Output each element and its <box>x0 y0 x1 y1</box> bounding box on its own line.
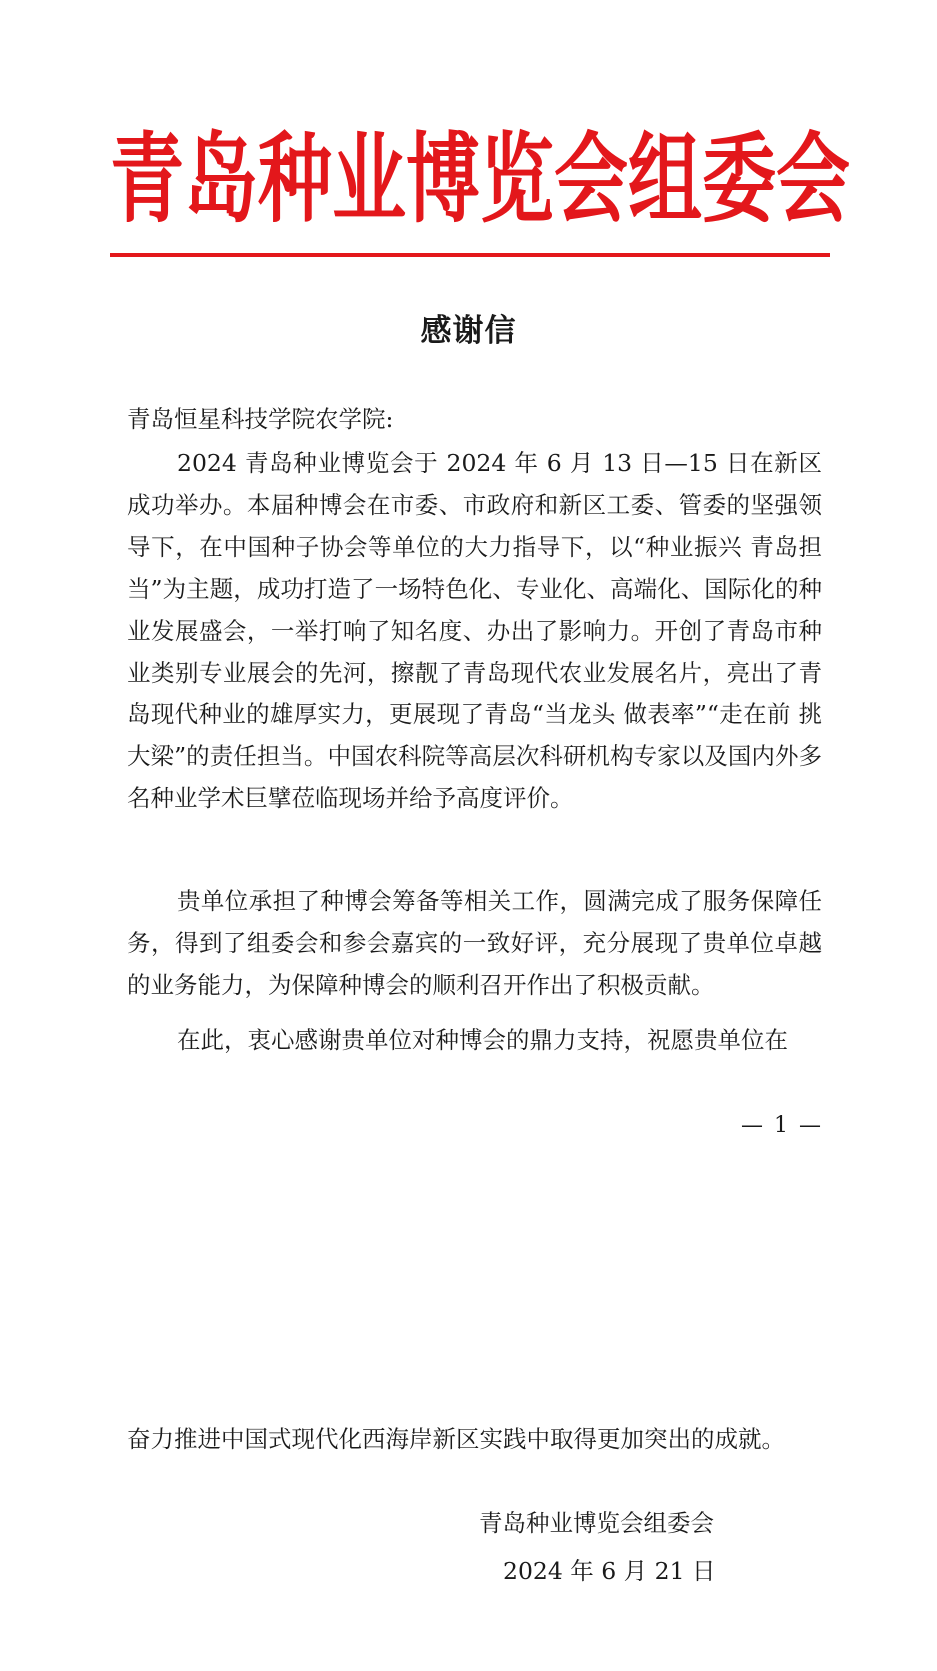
masthead-char: 岛 <box>184 123 258 237</box>
masthead-char: 博 <box>406 123 480 237</box>
letter-title: 感谢信 <box>420 313 517 349</box>
masthead-char: 种 <box>258 123 332 237</box>
masthead-char: 青 <box>110 123 184 237</box>
masthead-char: 委 <box>702 123 776 237</box>
body-paragraph: 在此，衷心感谢贵单位对种博会的鼎力支持，祝愿贵单位在 <box>177 1026 788 1054</box>
masthead-char: 业 <box>332 123 406 237</box>
masthead-title <box>110 120 850 240</box>
masthead-char: 会 <box>554 123 628 237</box>
salutation: 青岛恒星科技学院农学院: <box>127 405 394 433</box>
masthead-char: 览 <box>480 123 554 237</box>
signature-date: 2024 年 6 月 21 日 <box>503 1557 716 1585</box>
page-number: — 1 — <box>741 1113 823 1138</box>
masthead-char: 会 <box>776 123 850 237</box>
masthead-divider <box>110 253 830 257</box>
continued-paragraph: 奋力推进中国式现代化西海岸新区实践中取得更加突出的成就。 <box>127 1425 785 1453</box>
signature-organization: 青岛种业博览会组委会 <box>479 1509 714 1537</box>
masthead-char: 组 <box>628 123 702 237</box>
body-paragraph: 2024 青岛种业博览会于 2024 年 6 月 13 日—15 日在新区成功举办。本届种博会在市委、市政府和新区工委、管委的坚强领导下，在中国种子协会等单位的大力指导下，以“种业振兴 青岛担当”为主题，成功打造了一场特色化、专业化、高端化、国际化的种业发展盛会，一举打响了知名度、办出了影响力。开创了青岛市种业类别专业展会的先河，擦靓了青岛现代农业发展名片，亮出了青岛现代种业的雄厚实力，更展现了青岛“当龙头 做表率”“走在前 挑大梁”的责任担当。中国农科院等高层次科研机构专家以及国内外多名种业学术巨擘莅临现场并给予高度评价。 <box>127 449 822 813</box>
body-paragraph: 贵单位承担了种博会筹备等相关工作，圆满完成了服务保障任务，得到了组委会和参会嘉宾的一致好评，充分展现了贵单位卓越的业务能力，为保障种博会的顺利召开作出了积极贡献。 <box>127 887 822 999</box>
